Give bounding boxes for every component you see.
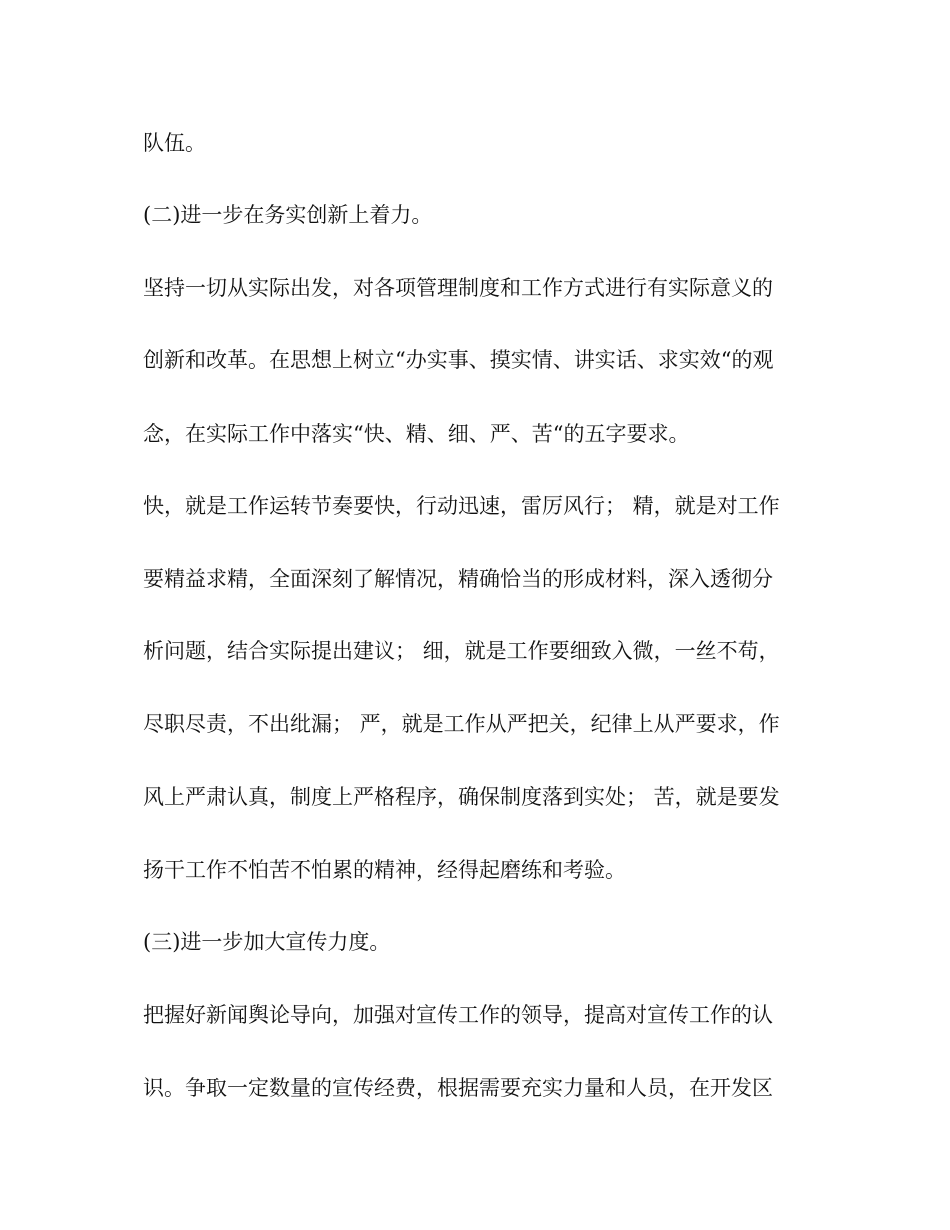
text-line: 队伍。 bbox=[143, 131, 206, 155]
text-line: 念，在实际工作中落实“快、精、细、严、苦“的五字要求。 bbox=[143, 422, 690, 446]
text-line: 扬干工作不怕苦不怕累的精神，经得起磨练和考验。 bbox=[143, 858, 626, 882]
text-line: 析问题，结合实际提出建议； 细，就是工作要细致入微，一丝不苟， bbox=[143, 639, 780, 663]
text-line: 要精益求精，全面深刻了解情况，精确恰当的形成材料，深入透彻分 bbox=[143, 567, 773, 591]
text-line: 尽职尽责，不出纰漏； 严，就是工作从严把关，纪律上从严要求，作 bbox=[143, 712, 780, 736]
text-line: 坚持一切从实际出发，对各项管理制度和工作方式进行有实际意义的 bbox=[143, 276, 773, 300]
text-line: 识。争取一定数量的宣传经费，根据需要充实力量和人员，在开发区 bbox=[143, 1076, 773, 1100]
section-heading-2: (二)进一步在务实创新上着力。 bbox=[143, 203, 433, 227]
text-line: 把握好新闻舆论导向，加强对宣传工作的领导，提高对宣传工作的认 bbox=[143, 1003, 773, 1027]
text-line: 创新和改革。在思想上树立“办实事、摸实情、讲实话、求实效“的观 bbox=[143, 348, 774, 372]
text-line: 快，就是工作运转节奏要快，行动迅速，雷厉风行； 精，就是对工作 bbox=[143, 494, 780, 518]
text-line: 风上严肃认真，制度上严格程序，确保制度落到实处； 苦，就是要发 bbox=[143, 785, 780, 809]
section-heading-3: (三)进一步加大宣传力度。 bbox=[143, 930, 391, 954]
